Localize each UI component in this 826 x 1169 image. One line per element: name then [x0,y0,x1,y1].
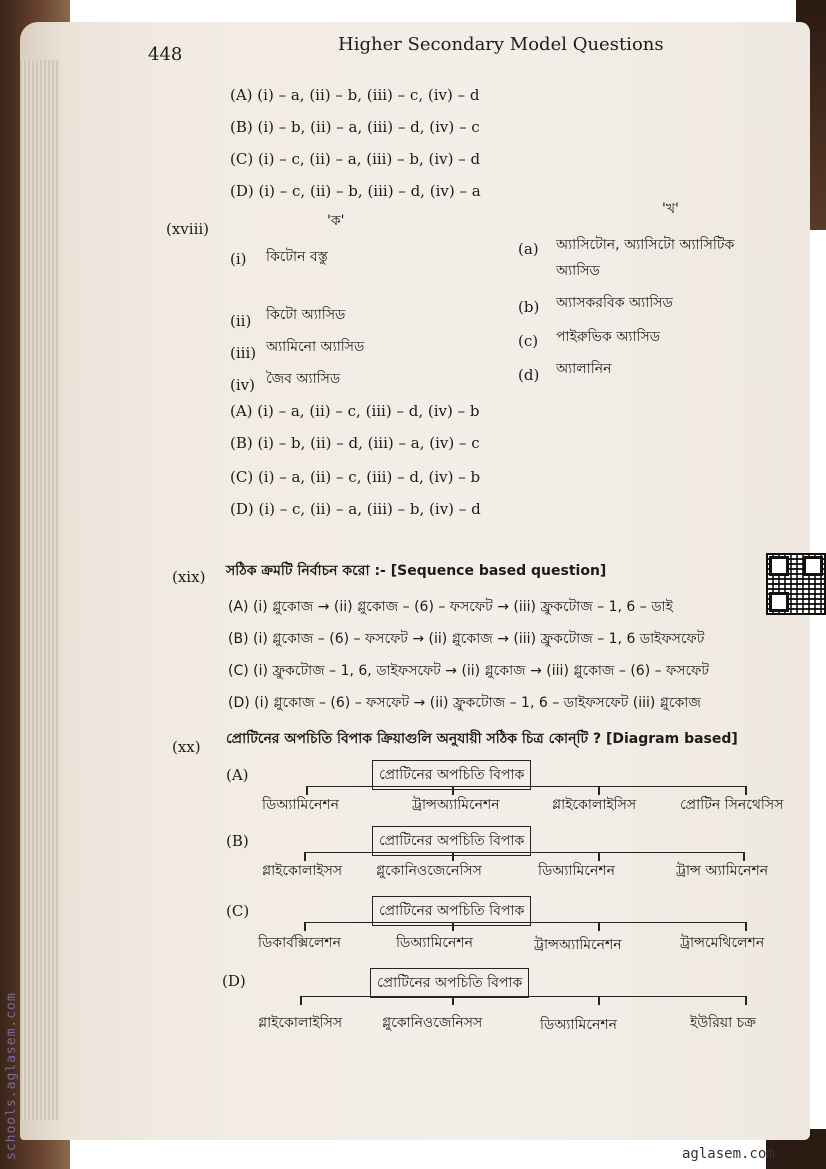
diagram-bracket [304,852,744,861]
item-number: (b) [518,298,540,316]
item-text: কিটোন বস্তু [266,249,328,265]
bracket-tick [306,786,308,795]
diagram-item: গ্লাইকোলাইসস [262,863,343,879]
diagram-item: ডিঅ্যামিনেশন [540,1017,617,1033]
option-line: (A) (i) – a, (ii) – b, (iii) – c, (iv) – d [230,86,480,104]
option-line: (A) (i) গ্লুকোজ → (ii) গ্লুকোজ – (6) – ফসফেট → (iii) ফ্রুকটোজ – 1, 6 – ডাই [228,599,673,615]
bracket-tick [452,786,454,795]
bracket-tick [598,786,600,795]
bracket-tick [598,922,600,931]
question-number: (xviii) [166,220,210,238]
question-number: (xx) [172,738,201,756]
item-number: (iv) [230,376,255,394]
bracket-tick [452,852,454,861]
item-number: (a) [518,240,539,258]
diagram-item: ট্রান্সঅ্যামিনেশন [534,937,622,953]
bracket-tick [300,996,302,1005]
diagram-item: প্রোটিন সিনথেসিস [680,797,784,813]
item-text: অ্যাসিড [556,263,600,279]
option-line: (D) (i) – c, (ii) – a, (iii) – b, (iv) – d [230,500,481,518]
item-text: কিটো অ্যাসিড [266,307,346,323]
diagram-item: গ্লাইকোলাইসিস [552,797,637,813]
diagram-label: (A) [226,766,249,784]
diagram-label: (C) [226,902,250,920]
item-text: অ্যাসকরবিক অ্যাসিড [556,295,673,311]
column-b-heading: 'খ' [662,201,679,217]
question-stem: সঠিক ক্রমটি নির্বাচন করো :- [Sequence based question] [226,563,607,579]
diagram-item: ট্রান্সমেথিলেশন [680,935,765,951]
option-line: (B) (i) – b, (ii) – a, (iii) – d, (iv) – c [230,118,480,136]
diagram-item: ডিকার্বক্সিলেশন [258,935,341,951]
diagram-label: (D) [222,972,246,990]
qr-code-icon [766,553,826,615]
page-title: Higher Secondary Model Questions [338,34,664,55]
item-text: অ্যালানিন [556,361,612,377]
diagram-box: প্রোটিনের অপচিতি বিপাক [372,826,531,856]
question-stem: প্রোটিনের অপচিতি বিপাক ক্রিয়াগুলি অনুযায়ী সঠিক চিত্র কোন্‌টি ? [Diagram based] [226,731,738,747]
item-number: (iii) [230,344,257,362]
diagram-item: ডিঅ্যামিনেশন [262,797,339,813]
bracket-tick [598,996,600,1005]
option-line: (D) (i) গ্লুকোজ – (6) – ফসফেট → (ii) ফ্রুকটোজ – 1, 6 – ডাইফসফেট (iii) গ্লুকোজ [228,695,701,711]
option-line: (B) (i) – b, (ii) – d, (iii) – a, (iv) – c [230,434,480,452]
option-line: (C) (i) – c, (ii) – a, (iii) – b, (iv) – d [230,150,481,168]
diagram-bracket [304,922,746,931]
diagram-label: (B) [226,832,249,850]
page-edges [20,60,60,1120]
diagram-item: ডিঅ্যামিনেশন [538,863,615,879]
item-text: অ্যাসিটোন, অ্যাসিটো অ্যাসিটিক [556,237,735,253]
option-line: (C) (i) – a, (ii) – c, (iii) – d, (iv) – b [230,468,481,486]
page-number: 448 [148,44,183,65]
bracket-tick [452,922,454,931]
diagram-box: প্রোটিনের অপচিতি বিপাক [372,760,531,790]
diagram-item: ট্রান্সঅ্যামিনেশন [412,797,500,813]
option-line: (D) (i) – c, (ii) – b, (iii) – d, (iv) – a [230,182,481,200]
diagram-item: ট্রান্স অ্যামিনেশন [676,863,769,879]
bracket-tick [304,922,306,931]
option-line: (A) (i) – a, (ii) – c, (iii) – d, (iv) – b [230,402,480,420]
bracket-tick [304,852,306,861]
bracket-tick [745,922,747,931]
item-number: (ii) [230,312,252,330]
item-text: অ্যামিনো অ্যাসিড [266,339,365,355]
bracket-tick [452,996,454,1005]
item-number: (d) [518,366,540,384]
bottom-watermark: aglasem.com [682,1146,775,1162]
item-number: (c) [518,332,539,350]
diagram-item: গ্লাইকোলাইসিস [258,1015,343,1031]
question-number: (xix) [172,568,206,586]
diagram-item: গ্লুকোনিওজেনেসিস [376,863,482,879]
diagram-item: গ্লুকোনিওজেনিসস [382,1015,483,1031]
diagram-bracket [306,786,746,795]
side-watermark: schools.aglasem.com [4,992,19,1160]
diagram-box: প্রোটিনের অপচিতি বিপাক [372,896,531,926]
diagram-bracket [300,996,746,1005]
diagram-item: ইউরিয়া চক্র [690,1015,756,1031]
option-line: (C) (i) ফ্রুকটোজ – 1, 6, ডাইফসফেট → (ii) গ্লুকোজ → (iii) গ্লুকোজ – (6) – ফসফেট [228,663,710,679]
column-a-heading: 'ক' [327,213,345,229]
bracket-tick [745,996,747,1005]
diagram-item: ডিঅ্যামিনেশন [396,935,473,951]
diagram-box: প্রোটিনের অপচিতি বিপাক [370,968,529,998]
option-line: (B) (i) গ্লুকোজ – (6) – ফসফেট → (ii) গ্লুকোজ → (iii) ফ্রুকটোজ – 1, 6 ডাইফসফেট [228,631,705,647]
item-text: জৈব অ্যাসিড [266,371,341,387]
bracket-tick [745,786,747,795]
bracket-tick [743,852,745,861]
item-text: পাইরুভিক অ্যাসিড [556,329,661,345]
item-number: (i) [230,250,247,268]
bracket-tick [598,852,600,861]
